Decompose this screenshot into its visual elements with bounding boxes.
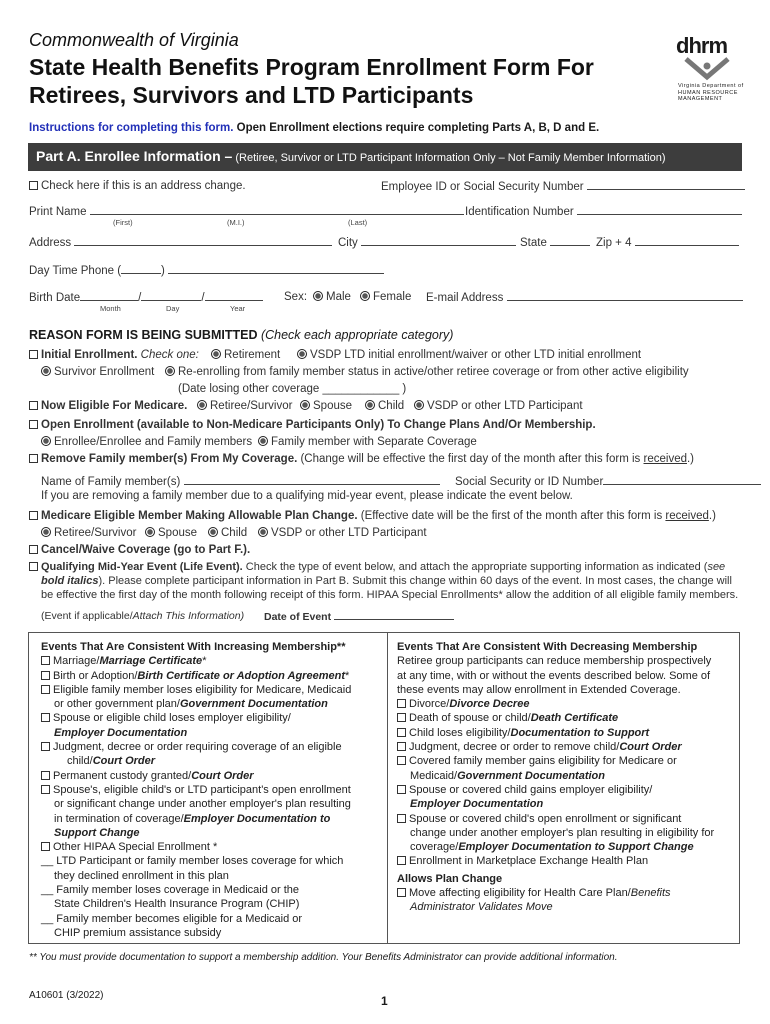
decreasing-event-item[interactable]: Death of spouse or child/Death Certificate <box>397 711 714 725</box>
checkbox[interactable] <box>397 756 406 765</box>
checkbox[interactable] <box>397 713 406 722</box>
increasing-event-item: CHIP premium assistance subsidy <box>54 926 222 939</box>
checkbox[interactable] <box>397 699 406 708</box>
checkbox[interactable] <box>397 856 406 865</box>
checkbox[interactable] <box>397 785 406 794</box>
instructions-link[interactable]: Instructions for completing this form. <box>29 122 234 134</box>
year-label: Year <box>230 304 246 313</box>
increasing-event-item: __ Family member loses coverage in Medicaid or the <box>41 884 300 897</box>
decreasing-event-item[interactable]: Covered family member gains eligibility for Medicare or <box>397 754 714 768</box>
increasing-event-item: __ LTD Participant or family member loses coverage for which <box>41 855 344 868</box>
state-field[interactable]: State <box>520 236 590 249</box>
allow-vsdp-radio[interactable]: VSDP or other LTD Participant <box>258 527 427 539</box>
remove-family-checkbox[interactable]: Remove Family member(s) From My Coverage. (Change will be effective the first day of the month after this form is received.) <box>29 453 694 465</box>
event-if-applicable: (Event if applicable/Attach This Information) <box>41 610 245 622</box>
documentation-footnote: ** You must provide documentation to support a membership addition. Your Benefits Administrator can provide additional information. <box>29 952 618 963</box>
checkbox[interactable] <box>41 771 50 780</box>
decreasing-event-item[interactable]: Divorce/Divorce Decree <box>397 697 714 711</box>
checkbox[interactable] <box>41 785 50 794</box>
increasing-event-item[interactable]: Marriage/Marriage Certificate* <box>41 654 351 668</box>
increasing-event-item[interactable]: Other HIPAA Special Enrollment * <box>41 840 351 854</box>
mi-label: (M.I.) <box>227 218 245 227</box>
increasing-event-item: in termination of coverage/Employer Documentation to <box>54 812 331 825</box>
qualifying-text-line2: bold italics). Please complete participant information in Part B. Submit this change within 60 days of the event. In most cases, the change will <box>41 575 732 587</box>
initial-enrollment-checkbox[interactable]: Initial Enrollment. Check one: <box>29 349 199 361</box>
decreasing-event-item: change under another employer's plan resulting in eligibility for <box>410 826 715 839</box>
move-checkbox[interactable]: Move affecting eligibility for Health Care Plan/Benefits <box>397 886 714 900</box>
dhrm-logo: dhrm Virginia Department of HUMAN RESOURCE MANAGEMENT <box>676 33 744 102</box>
family-separate-radio[interactable]: Family member with Separate Coverage <box>258 436 477 448</box>
increasing-event-item[interactable]: Spouse or eligible child loses employer eligibility/ <box>41 711 351 725</box>
increasing-event-item: Support Change <box>54 826 140 839</box>
qualifying-text-line3: be effective the first day of the month following receipt of this form. HIPAA Special Enrollments* allow the addition of all eligible family members. <box>41 589 739 601</box>
checkbox[interactable] <box>41 671 50 680</box>
checkbox[interactable] <box>41 685 50 694</box>
increasing-event-item[interactable]: Birth or Adoption/Birth Certificate or Adoption Agreement* <box>41 669 351 683</box>
month-label: Month <box>100 304 121 313</box>
state-subtitle: Commonwealth of Virginia <box>29 30 239 50</box>
zip-field[interactable]: Zip + 4 <box>596 236 739 249</box>
day-label: Day <box>166 304 180 313</box>
increasing-event-item: they declined enrollment in this plan <box>54 869 229 882</box>
form-title-line1: State Health Benefits Program Enrollment Form For <box>29 54 594 80</box>
page-number: 1 <box>381 994 388 1008</box>
family-member-name-field[interactable]: Name of Family member(s) <box>41 475 440 488</box>
logo-chevron-icon <box>680 57 734 81</box>
identification-number-field[interactable]: Identification Number <box>465 205 742 218</box>
address-field[interactable]: Address <box>29 236 332 249</box>
retirement-radio[interactable]: Retirement <box>211 349 280 361</box>
checkbox[interactable] <box>397 742 406 751</box>
last-name-label: (Last) <box>348 218 368 227</box>
part-a-header: Part A. Enrollee Information – (Retiree, Survivor or LTD Participant Information Only – Not Family Member Information) <box>28 143 742 171</box>
decreasing-event-item[interactable]: Judgment, decree or order to remove child/Court Order <box>397 740 714 754</box>
print-name-field[interactable]: Print Name <box>29 205 464 218</box>
decreasing-event-item: Employer Documentation <box>410 798 544 811</box>
allows-plan-change-heading: Allows Plan Change <box>397 872 503 885</box>
medicare-spouse-radio[interactable]: Spouse <box>300 400 352 412</box>
checkbox[interactable] <box>41 842 50 851</box>
phone-field[interactable]: Day Time Phone ( ) <box>29 264 384 277</box>
allow-child-radio[interactable]: Child <box>208 527 247 539</box>
increasing-event-item: Employer Documentation <box>54 726 188 739</box>
open-enrollment-checkbox[interactable]: Open Enrollment (available to Non-Medicare Participants Only) To Change Plans And/Or Membership. <box>29 419 596 431</box>
checkbox[interactable] <box>41 713 50 722</box>
male-radio[interactable]: Male <box>313 291 351 303</box>
first-name-label: (First) <box>113 218 133 227</box>
medicare-retiree-radio[interactable]: Retiree/Survivor <box>197 400 292 412</box>
checkbox[interactable] <box>397 728 406 737</box>
increasing-event-item: child/Court Order <box>67 755 156 768</box>
increasing-event-item: or significant change under another employer's plan resulting <box>54 798 351 811</box>
city-field[interactable]: City <box>338 236 516 249</box>
sex-label: Sex: <box>284 291 308 303</box>
survivor-enrollment-radio[interactable]: Survivor Enrollment <box>41 366 154 378</box>
medicare-vsdp-radio[interactable]: VSDP or other LTD Participant <box>414 400 583 412</box>
events-table <box>28 632 740 944</box>
vsdp-initial-radio[interactable]: VSDP LTD initial enrollment/waiver or other LTD initial enrollment <box>297 349 641 361</box>
reason-heading: REASON FORM IS BEING SUBMITTED (Check each appropriate category) <box>29 328 454 342</box>
increasing-event-item: State Children's Health Insurance Program (CHIP) <box>54 898 300 911</box>
allow-retiree-radio[interactable]: Retiree/Survivor <box>41 527 136 539</box>
increasing-event-item: or other government plan/Government Documentation <box>54 698 328 711</box>
email-field[interactable]: E-mail Address <box>426 291 743 304</box>
address-change-checkbox[interactable]: Check here if this is an address change. <box>29 180 246 192</box>
increasing-event-item: __ Family member becomes eligible for a Medicaid or <box>41 912 303 925</box>
decreasing-event-item: coverage/Employer Documentation to Support Change <box>410 841 694 854</box>
reenrolling-radio[interactable]: Re-enrolling from family member status in active/other retiree coverage or from other active eligibility <box>165 366 689 378</box>
form-title-line2: Retirees, Survivors and LTD Participants <box>29 82 474 108</box>
family-ssn-field[interactable]: Social Security or ID Number <box>455 475 761 488</box>
enrollee-family-radio[interactable]: Enrollee/Enrollee and Family members <box>41 436 252 448</box>
increasing-event-item[interactable]: Permanent custody granted/Court Order <box>41 769 351 783</box>
cancel-coverage-checkbox[interactable]: Cancel/Waive Coverage (go to Part F.). <box>29 544 250 556</box>
medicare-eligible-checkbox[interactable]: Now Eligible For Medicare. <box>29 400 187 412</box>
date-losing-coverage[interactable]: (Date losing other coverage ____________ ) <box>178 383 407 395</box>
increasing-event-item[interactable]: Judgment, decree or order requiring coverage of an eligible <box>41 740 351 754</box>
decreasing-event-item: Medicaid/Government Documentation <box>410 769 605 782</box>
increasing-event-item[interactable]: Eligible family member loses eligibility for Medicare, Medicaid <box>41 683 351 697</box>
employee-id-field[interactable]: Employee ID or Social Security Number <box>381 180 745 193</box>
qualifying-event-checkbox[interactable]: Qualifying Mid-Year Event (Life Event). Check the type of event below, and attach the appropriate supporting information as indicated (see <box>29 561 725 573</box>
checkbox[interactable] <box>41 742 50 751</box>
decreasing-event-item[interactable]: Spouse or covered child gains employer eligibility/ <box>397 783 714 797</box>
birth-date-field[interactable]: Birth Date / / <box>29 291 263 304</box>
female-radio[interactable]: Female <box>360 291 411 303</box>
allow-spouse-radio[interactable]: Spouse <box>145 527 197 539</box>
decreasing-event-item[interactable]: Child loses eligibility/Documentation to Support <box>397 726 714 740</box>
midyear-note: If you are removing a family member due to a qualifying mid-year event, please indicate the event below. <box>41 490 573 502</box>
decreasing-event-item[interactable]: Spouse or covered child's open enrollment or significant <box>397 812 714 826</box>
checkbox[interactable] <box>41 656 50 665</box>
decreasing-membership-column: Events That Are Consistent With Decreasing Membership Retiree group participants can reduce membership prospectively at any time, with or without the events described below. Some of these events may allow enrollment in Extended Coverage. Divorce/Divorce Decree Death of spouse or child/Death Certificate Child loses eligibility/Documentation to Support Judgment, decree or order to remove child/Court Order Covered family member gains eligibility for Medicare or Medicaid/Government Documentation Spouse or covered child gains employer eligibility/ Employer Documentation Spouse or covered child's open enrollment or significant change under another employer's plan resulting in eligibility for coverage/Employer Documentation to Support Change Enrollment in Marketplace Exchange Health Plan Allows Plan Change Move affecting eligibility for Health Care Plan/Benefits Administrator Validates Move <box>397 641 715 914</box>
date-of-event-field[interactable]: Date of Event <box>264 610 454 623</box>
checkbox[interactable] <box>397 814 406 823</box>
increasing-event-item[interactable]: Spouse's, eligible child's or LTD participant's open enrollment <box>41 783 351 797</box>
instructions: Instructions for completing this form. Open Enrollment elections require completing Parts A, B, D and E. <box>29 122 600 134</box>
form-number: A10601 (3/2022) <box>29 990 104 1001</box>
increasing-membership-column: Events That Are Consistent With Increasing Membership** Marriage/Marriage Certificate* Birth or Adoption/Birth Certificate or Adoption Agreement* Eligible family member loses eligibility for Medicare, Medicaid or other government plan/Government Documentation Spouse or eligible child loses employer eligibility/ Employer Documentation Judgment, decree or order requiring coverage of an eligible child/Court Order Permanent custody granted/Court Order Spouse's, eligible child's or LTD participant's open enrollment or significant change under another employer's plan resulting in termination of coverage/Employer Documentation to Support Change Other HIPAA Special Enrollment * __ LTD Participant or family member loses coverage for which they declined enrollment in this plan __ Family member loses coverage in Medicaid or the State Children's Health Insurance Program (CHIP) __ Family member becomes eligible for a Medicaid or CHIP premium assistance subsidy <box>41 641 352 939</box>
medicare-child-radio[interactable]: Child <box>365 400 404 412</box>
decreasing-event-item[interactable]: Enrollment in Marketplace Exchange Health Plan <box>397 854 714 868</box>
medicare-allowable-checkbox[interactable]: Medicare Eligible Member Making Allowable Plan Change. (Effective date will be the first of the month after this form is received.) <box>29 510 716 522</box>
